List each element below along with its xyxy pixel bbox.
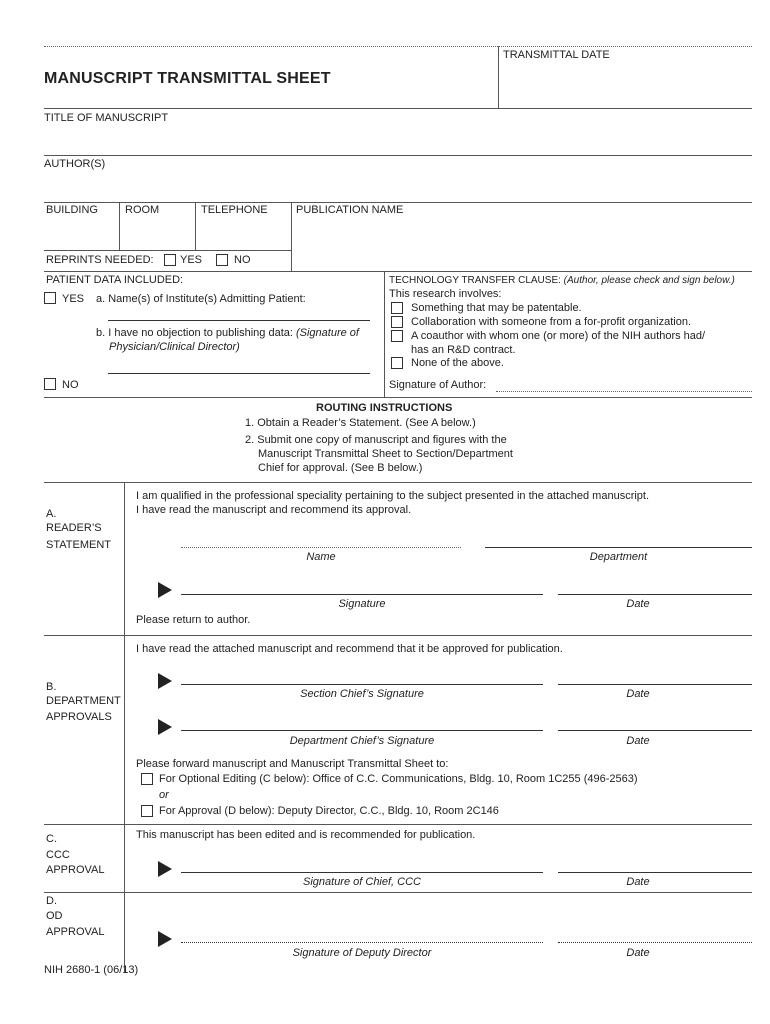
tech-option-patentable: Something that may be patentable. [411, 302, 582, 314]
routing-step2c: Chief for approval. (See B below.) [258, 462, 423, 474]
routing-step2a: 2. Submit one copy of manuscript and figures with the [245, 434, 507, 446]
section-a-label2: READER’S [46, 522, 102, 534]
room-label: ROOM [125, 204, 160, 216]
title-of-manuscript-field[interactable] [44, 126, 752, 154]
ccc-chief-date-label: Date [626, 876, 650, 888]
section-d-label3: APPROVAL [46, 926, 105, 938]
author-signature-line[interactable] [496, 391, 752, 392]
optional-editing-checkbox[interactable] [141, 773, 153, 785]
sign-here-arrow-icon [158, 861, 172, 877]
department-chief-signature-line[interactable] [181, 730, 543, 731]
section-b-label: B. [46, 681, 57, 693]
section-a-text2: I have read the manuscript and recommend its approval. [136, 504, 412, 516]
authors-label: AUTHOR(S) [44, 158, 106, 170]
reader-name-line[interactable] [181, 547, 461, 548]
section-chief-date-label: Date [626, 688, 650, 700]
reprints-no-checkbox[interactable] [216, 254, 228, 266]
tech-transfer-label: TECHNOLOGY TRANSFER CLAUSE: [389, 275, 561, 286]
reader-date-label: Date [626, 598, 650, 610]
patient-no-checkbox[interactable] [44, 378, 56, 390]
section-c-text: This manuscript has been edited and is recommended for publication. [136, 829, 476, 841]
tech-option-coauthor: A coauthor with whom one (or more) of the NIH authors had/ [411, 330, 706, 342]
reprints-label: REPRINTS NEEDED: [46, 254, 154, 266]
patient-item-b-sig: (Signature of [295, 327, 359, 339]
section-d-label2: OD [46, 910, 63, 922]
reader-name-label: Name [306, 551, 336, 563]
section-divider [124, 482, 125, 972]
tech-option-none: None of the above. [411, 357, 504, 369]
publication-name-label: PUBLICATION NAME [296, 204, 404, 216]
reader-department-label: Department [589, 551, 648, 563]
reprints-no-label: NO [234, 254, 251, 266]
section-c-label: C. [46, 833, 57, 845]
divider [119, 202, 120, 250]
routing-step2b: Manuscript Transmittal Sheet to Section/Department [258, 448, 513, 460]
section-b-label3: APPROVALS [46, 711, 112, 723]
authors-field[interactable] [44, 172, 752, 200]
tech-option-coauthor-checkbox[interactable] [391, 330, 403, 342]
optional-editing-label: For Optional Editing (C below): Office of C.C. Communications, Bldg. 10, Room 1C255 (496-2563) [159, 773, 638, 785]
section-c-label3: APPROVAL [46, 864, 105, 876]
patient-item-b [96, 327, 359, 339]
or-label: or [159, 789, 169, 801]
tech-option-collaboration: Collaboration with someone from a for-profit organization. [411, 316, 692, 328]
ccc-chief-signature-label: Signature of Chief, CCC [303, 876, 421, 888]
sign-here-arrow-icon [158, 719, 172, 735]
approval-checkbox[interactable] [141, 805, 153, 817]
deputy-director-date-label: Date [626, 947, 650, 959]
section-a-label3: STATEMENT [46, 539, 111, 551]
divider [44, 155, 752, 156]
divider [44, 108, 752, 109]
routing-title: ROUTING INSTRUCTIONS [316, 402, 453, 414]
department-chief-date-label: Date [626, 735, 650, 747]
reader-department-line[interactable] [485, 547, 752, 548]
section-b-text: I have read the attached manuscript and recommend that it be approved for publication. [136, 643, 563, 655]
ccc-chief-signature-line[interactable] [181, 872, 543, 873]
divider [44, 635, 752, 636]
tech-option-patentable-checkbox[interactable] [391, 302, 403, 314]
divider [498, 46, 499, 108]
deputy-director-date-line[interactable] [558, 942, 752, 943]
building-field[interactable] [46, 216, 118, 248]
institute-name-line[interactable] [108, 320, 370, 321]
reader-signature-line[interactable] [181, 594, 543, 595]
section-a-label: A. [46, 508, 57, 520]
telephone-field[interactable] [197, 216, 289, 248]
sign-here-arrow-icon [158, 673, 172, 689]
patient-item-b-sig2: Physician/Clinical Director) [109, 341, 240, 353]
section-c-label2: CCC [46, 849, 70, 861]
deputy-director-signature-line[interactable] [181, 942, 543, 943]
divider [44, 250, 292, 251]
forward-text: Please forward manuscript and Manuscript Transmittal Sheet to: [136, 758, 449, 770]
divider [44, 824, 752, 825]
department-chief-signature-label: Department Chief’s Signature [289, 735, 435, 747]
patient-data-label: PATIENT DATA INCLUDED: [46, 274, 184, 286]
sign-here-arrow-icon [158, 582, 172, 598]
divider [44, 271, 752, 272]
reader-signature-label: Signature [338, 598, 386, 610]
transmittal-date-label: TRANSMITTAL DATE [503, 49, 610, 61]
patient-item-a: a. Name(s) of Institute(s) Admitting Patient: [96, 293, 306, 305]
section-chief-signature-line[interactable] [181, 684, 543, 685]
divider [44, 397, 752, 398]
return-to-author-text: Please return to author. [136, 614, 251, 626]
patient-no-label: NO [62, 379, 79, 391]
section-chief-date-line[interactable] [558, 684, 752, 685]
tech-option-collaboration-checkbox[interactable] [391, 316, 403, 328]
telephone-label: TELEPHONE [201, 204, 268, 216]
deputy-director-signature-label: Signature of Deputy Director [292, 947, 432, 959]
title-of-manuscript-label: TITLE OF MANUSCRIPT [44, 112, 169, 124]
tech-involves-label: This research involves: [389, 288, 502, 300]
room-field[interactable] [121, 216, 193, 248]
physician-signature-line[interactable] [108, 373, 370, 374]
tech-option-none-checkbox[interactable] [391, 357, 403, 369]
tech-transfer-note: (Author, please check and sign below.) [563, 275, 735, 286]
section-chief-signature-label: Section Chief’s Signature [300, 688, 424, 700]
approval-label: For Approval (D below): Deputy Director, C.C., Bldg. 10, Room 2C146 [159, 805, 499, 817]
sign-here-arrow-icon [158, 931, 172, 947]
divider [44, 482, 752, 483]
routing-step1: 1. Obtain a Reader’s Statement. (See A below.) [245, 417, 476, 429]
patient-item-b-text: b. I have no objection to publishing data: [96, 327, 293, 339]
department-chief-date-line[interactable] [558, 730, 752, 731]
tech-option-coauthor-cont: has an R&D contract. [411, 344, 516, 356]
section-b-label2: DEPARTMENT [46, 695, 121, 707]
top-border [44, 46, 752, 47]
building-label: BUILDING [46, 204, 98, 216]
form-number: NIH 2680-1 (06/13) [44, 964, 139, 976]
author-signature-label: Signature of Author: [389, 379, 487, 391]
publication-name-field[interactable] [293, 216, 751, 268]
divider [384, 271, 385, 397]
section-a-text1: I am qualified in the professional speciality pertaining to the subject presented in the attached manuscript. [136, 490, 650, 502]
reprints-yes-label: YES [180, 254, 203, 266]
divider [291, 202, 292, 272]
tech-transfer-heading [389, 275, 735, 286]
reader-date-line[interactable] [558, 594, 752, 595]
patient-yes-checkbox[interactable] [44, 292, 56, 304]
section-d-label: D. [46, 895, 57, 907]
divider [44, 892, 752, 893]
divider [195, 202, 196, 250]
ccc-chief-date-line[interactable] [558, 872, 752, 873]
divider [44, 202, 752, 203]
patient-yes-label: YES [62, 293, 85, 305]
page-title: MANUSCRIPT TRANSMITTAL SHEET [44, 70, 331, 87]
reprints-yes-checkbox[interactable] [164, 254, 176, 266]
